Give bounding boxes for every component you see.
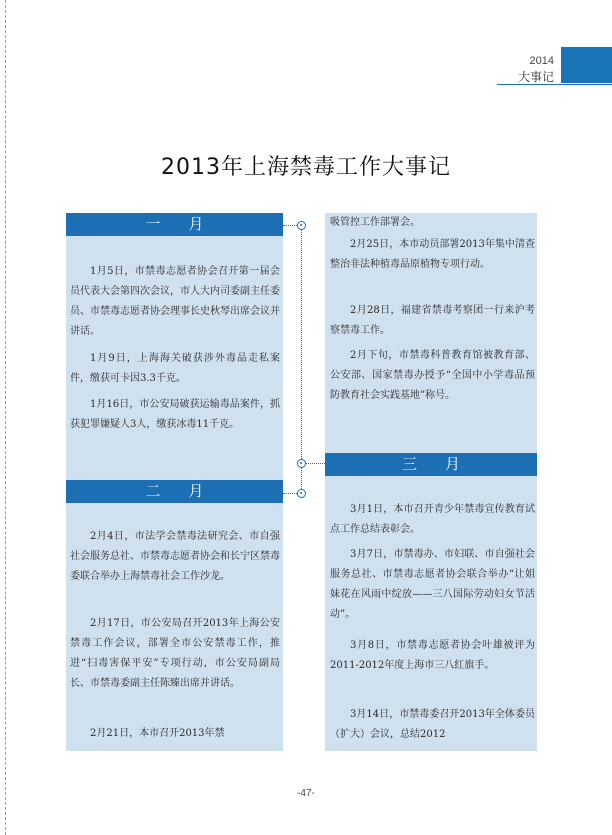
page-number: -47- bbox=[297, 788, 315, 799]
page-title: 2013年上海禁毒工作大事记 bbox=[161, 155, 451, 180]
entry-feb-21-cont: 吸管控工作部署会。 bbox=[330, 217, 420, 228]
connector-vertical bbox=[301, 225, 302, 493]
entry-jan-16: 1月16日，市公安局破获运输毒品案件，抓获犯罪嫌疑人3人，缴获冰毒11千克。 bbox=[70, 399, 280, 430]
entry-feb-17: 2月17日，市公安局召开2013年上海公安禁毒工作会议，部署全市公安禁毒工作，推进“扫毒害保平安”专项行动，市公安局副局长、市禁毒委副主任陈臻出席并讲话。 bbox=[70, 618, 280, 689]
running-header-section: 大事记 bbox=[517, 70, 554, 84]
entry-mar-14: 3月14日，市禁毒委召开2013年全体委员（扩大）会议，总结2012 bbox=[330, 709, 535, 740]
header-tab-block bbox=[561, 47, 612, 83]
timeline-node-jan bbox=[297, 221, 306, 230]
month-heading-february: 二月 bbox=[66, 480, 283, 503]
entry-feb-late: 2月下旬，市禁毒科普教育馆被教育部、公安部、国家禁毒办授予“全国中小学毒品预防教育社会实践基地”称号。 bbox=[330, 350, 535, 401]
entry-feb-25: 2月25日，本市动员部署2013年集中清查整治非法种植毒品原植物专项行动。 bbox=[330, 239, 535, 270]
entry-mar-1: 3月1日，本市召开青少年禁毒宣传教育试点工作总结表彰会。 bbox=[330, 504, 535, 535]
entry-mar-7: 3月7日，市禁毒办、市妇联、市自强社会服务总社、市禁毒志愿者协会联合举办“让姐妹花在风雨中绽放——三八国际劳动妇女节活动”。 bbox=[330, 549, 535, 620]
timeline-node-feb bbox=[297, 489, 306, 498]
month-heading-january: 一月 bbox=[66, 213, 283, 236]
month-heading-march: 三月 bbox=[325, 453, 537, 476]
entry-feb-28: 2月28日，福建省禁毒考察团一行来沪考察禁毒工作。 bbox=[330, 305, 535, 336]
page-left-dashed-margin bbox=[5, 0, 6, 835]
entry-feb-21: 2月21日，本市召开2013年禁 bbox=[90, 728, 225, 739]
entry-mar-8: 3月8日，市禁毒志愿者协会叶雄被评为2011-2012年度上海市三八红旗手。 bbox=[330, 640, 535, 671]
entry-jan-9: 1月9日，上海海关破获涉外毒品走私案件，缴获可卡因3.3千克。 bbox=[70, 353, 280, 384]
header-rule bbox=[497, 84, 612, 85]
entry-feb-4: 2月4日，市法学会禁毒法研究会、市自强社会服务总社、市禁毒志愿者协会和长宁区禁毒委联合举办上海禁毒社会工作沙龙。 bbox=[70, 531, 280, 582]
running-header-year: 2014 bbox=[529, 55, 554, 67]
entry-jan-5: 1月5日，市禁毒志愿者协会召开第一届会员代表大会第四次会议，市人大内司委副主任委员、市禁毒志愿者协会理事长史秋琴出席会议并讲话。 bbox=[70, 266, 280, 337]
timeline-node-mar bbox=[297, 459, 306, 468]
